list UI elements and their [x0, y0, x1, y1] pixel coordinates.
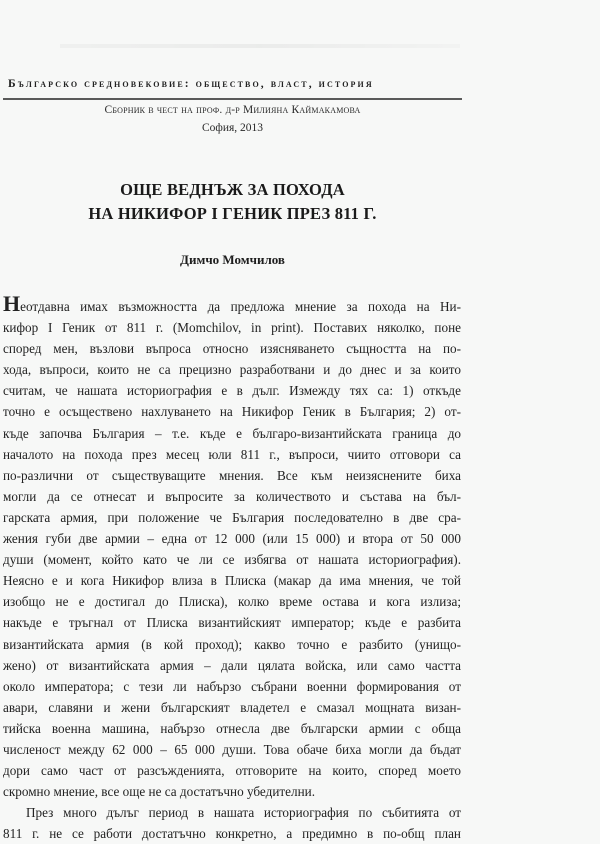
body-line: началото на похода през месец юли 811 г., въпроси, чиито отговори са: [3, 446, 461, 462]
drop-cap: Н: [3, 291, 21, 316]
body-line: могли да се отнесат и въпросите за количеството и състава на бъл-: [3, 488, 461, 504]
header-rule: [3, 98, 462, 100]
article-title: [3, 178, 462, 226]
body-line: хода, въпроси, които не са прецизно разработвани и до днес и за които: [3, 362, 461, 378]
paragraph-2-line: 811 г. не се работи достатъчно конкретно, а предимно в по-общ план: [3, 826, 461, 842]
body-line: Неясно е и кога Никифор влиза в Плиска (макар да има мнения, че той: [3, 573, 461, 589]
author-name: Димчо Момчилов: [180, 252, 285, 267]
body-line: византийската армия (в кой проход); какво точно е разбито (унищо-: [3, 636, 461, 652]
body-line: къде започва България – т.е. къде е българо-византийската граница до: [3, 425, 461, 441]
body-text: [3, 291, 461, 844]
body-line: Неотдавна имах възможността да предложа мнение за похода на Ни-: [3, 291, 461, 316]
body-line: жено) от византийската армия – дали цялата войска, или само частта: [3, 657, 461, 673]
body-line: тийска военна машина, набързо отнесла две български армии с обща: [3, 720, 461, 736]
body-line: изобщо не е достигал до Плиска), колко време остава и кога излиза;: [3, 594, 461, 610]
body-line: точно е осъществено нахлуването на Никифор Геник в България; 2) от-: [3, 404, 461, 420]
body-line: численост между 62 000 – 65 000 души. Това обаче биха могли да бъдат: [3, 741, 461, 757]
bleed-through-text: [60, 44, 460, 48]
body-line: дори само част от разсъжденията, отговорите на които, според моето: [3, 763, 461, 779]
title-line-1: ОЩЕ ВЕДНЪЖ ЗА ПОХОДА: [120, 180, 345, 199]
body-line: считам, че нашата историография е в дълг. Измежду тях са: 1) откъде: [3, 383, 461, 399]
title-line-2: НА НИКИФОР I ГЕНИК ПРЕЗ 811 Г.: [88, 204, 377, 223]
body-line: според мен, възлови въпроса относно изясняването същността на по-: [3, 341, 461, 357]
paragraph-2-line: През много дълъг период в нашата историография по събитията от: [26, 805, 461, 821]
body-line: кифор I Геник от 811 г. (Momchilov, in print). Поставих няколко, поне: [3, 320, 461, 336]
body-line: гарската армия, при положение че България последователно в две сра-: [3, 509, 461, 525]
body-line: около императора; с тези ли набързо събрани военни формирования от: [3, 678, 461, 694]
body-line: авари, славяни и жени българският владетел е смазал мощната визан-: [3, 699, 461, 715]
body-line: скромно мнение, все още не са достатъчно убедителни.: [3, 784, 315, 800]
body-line: жения губи две армии – една от 12 000 (или 15 000) и втора от 50 000: [3, 531, 461, 547]
running-head: Българско средновековие: общество, власт, история: [8, 78, 374, 90]
body-line: души (момент, който като че ли се избягва от нашата историография).: [3, 552, 461, 568]
collection-line: Сборник в чест на проф. д-р Милияна Каймакамова: [104, 104, 361, 116]
body-line: накъде е тръгнал от Плиска византийският император; къде е разбита: [3, 615, 461, 631]
place-year: София, 2013: [201, 122, 264, 134]
body-line: по-различни от съществуващите мнения. Все към неизяснените биха: [3, 467, 461, 483]
